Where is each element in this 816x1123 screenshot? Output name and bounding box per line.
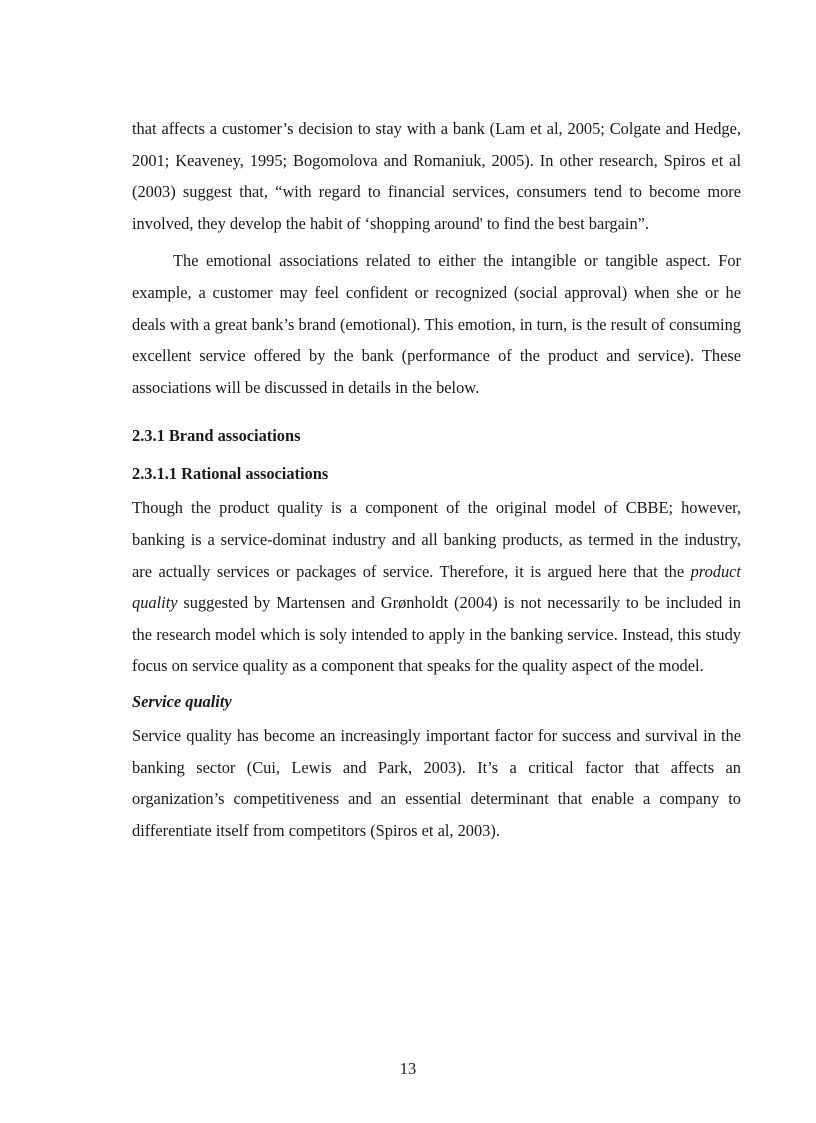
section-heading-brand-associations: 2.3.1 Brand associations [132, 426, 301, 446]
paragraph-service-quality: Service quality has become an increasingly important factor for success and survival in the banking sector (Cui, Lewis and Park, 2003). It’s a critical factor that affects an organization’s competitiveness and an essential determinant that enable a company to differentiate itself from competitors (Spiros et al, 2003). [132, 725, 741, 840]
page-body [132, 113, 741, 846]
subheading-service-quality: Service quality [132, 691, 232, 711]
product-quality-emphasis: product quality [132, 561, 741, 613]
page-number: 13 [399, 1059, 417, 1078]
subsection-heading-rational-associations: 2.3.1.1 Rational associations [132, 464, 329, 484]
rational-text-end: suggested by Martensen and Grønholdt (2004) is not necessarily to be included in the research model which is soly intended to apply in the banking service. Instead, this study focus on service quality as a component that speaks for the quality aspect of the model. [132, 593, 741, 676]
paragraph-emotional-associations: The emotional associations related to either the intangible or tangible aspect. For example, a customer may feel confident or recognized (social approval) when she or he deals with a great bank’s brand (emotional). This emotion, in turn, is the result of consuming excellent service offered by the bank (performance of the product and service). These associations will be discussed in details in the below. [132, 251, 741, 397]
paragraph-customer-decision: that affects a customer’s decision to stay with a bank (Lam et al, 2005; Colgate and Hedge, 2001; Keaveney, 1995; Bogomolova and Romaniuk, 2005). In other research, Spiros et al (2003) suggest that, “with regard to financial services, consumers tend to become more involved, they develop the habit of ‘shopping around' to find the best bargain”. [132, 119, 741, 233]
rational-text-start: Though the product quality is a component of the original model of CBBE; however, banking is a service-dominat industry and all banking products, as termed in the industry, are actually services or packages of service. Therefore, it is argued here that the [132, 498, 741, 581]
paragraph-rational-associations [132, 492, 741, 682]
